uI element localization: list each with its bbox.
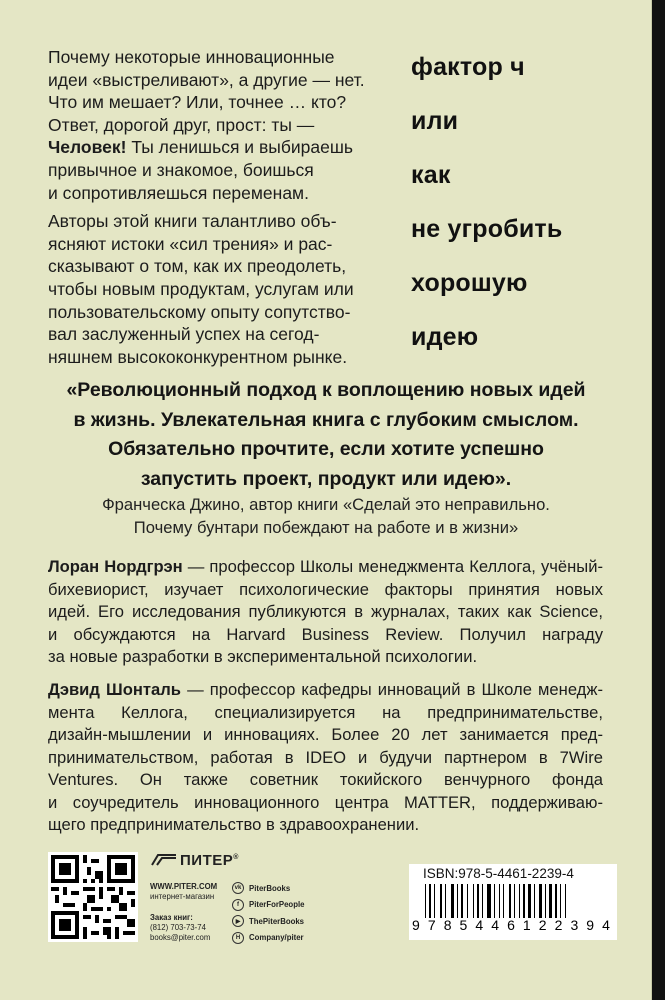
social-links: [232, 880, 304, 946]
page-edge: [652, 0, 665, 1000]
barcode-bar: [514, 884, 515, 918]
author-bio-nordgren: [48, 556, 603, 669]
barcode-bar: [482, 884, 483, 918]
site-url[interactable]: WWW.PITER.COM: [150, 882, 218, 891]
social-label: PiterBooks: [249, 883, 291, 893]
title-stack: [411, 40, 651, 364]
vk-icon: vk: [232, 882, 244, 894]
intro-line: сказывают о том, как их преодолеть,: [48, 256, 347, 277]
social-label: PiterForPeople: [249, 900, 305, 910]
intro-line: чтобы новым продуктам, услугам или: [48, 278, 354, 299]
barcode-bar: [555, 884, 557, 918]
quote-line: Обязательно прочтите, если хотите успешно: [108, 438, 544, 460]
registered-mark: ®: [233, 854, 239, 861]
quote-line: «Революционный подход к воплощению новых идей: [66, 379, 586, 401]
intro-line: идеи «выстреливают», а другие — нет.: [48, 69, 365, 90]
isbn-label: ISBN:978-5-4461-2239-4: [423, 866, 574, 881]
social-label: ThePiterBooks: [249, 916, 305, 926]
bio-line: и обсуждаются на Harvard Business Review. Получил награду: [48, 624, 603, 644]
barcode-bar: [429, 884, 431, 918]
publisher-logo: [150, 852, 239, 869]
intro-line: и сопротивляешься переменам.: [48, 182, 309, 203]
bio-line: Ventures. Он также советник токийского венчурного фонда: [48, 770, 603, 789]
order-email[interactable]: books@piter.com: [150, 933, 211, 942]
barcode-bar: [440, 884, 442, 918]
site-block: [150, 882, 230, 902]
youtube-icon: ▶: [232, 915, 244, 927]
social-link[interactable]: [232, 913, 304, 930]
barcode-bar: [499, 884, 500, 918]
social-link[interactable]: [232, 897, 304, 914]
intro-line: няшнем высококонкурентном рынке.: [48, 346, 348, 367]
barcode-digit: 8: [443, 917, 452, 933]
barcode-digit: 2: [554, 917, 563, 933]
title-word: идею: [411, 323, 479, 351]
intro-line: Что им мешает? Или, точнее … кто?: [48, 92, 347, 113]
barcode-bar: [451, 884, 454, 918]
barcode-digit: 1: [522, 917, 531, 933]
barcode-digit: 6: [507, 917, 515, 933]
author-name: Лоран Нордгрэн: [48, 557, 183, 576]
site-caption: интернет-магазин: [150, 892, 215, 901]
title-word: хорошую: [411, 269, 528, 297]
barcode-digit: 4: [491, 917, 500, 933]
title-word: не угробить: [411, 215, 563, 243]
barcode-bar: [509, 884, 511, 918]
barcode-digit: 4: [602, 917, 610, 933]
barcode-bar: [467, 884, 468, 918]
bio-line: мента Келлога, специализируется на предпринимательстве,: [48, 702, 603, 722]
barcode-bar: [477, 884, 479, 918]
quote-line: в жизнь. Увлекательная книга с глубоким смыслом.: [73, 408, 579, 431]
barcode-digit: 9: [412, 917, 420, 933]
barcode-bar: [425, 884, 426, 918]
intro-text: [48, 46, 378, 368]
bio-line: идей. Его исследования публикуются в журналах, таких как Science,: [48, 602, 603, 621]
barcode-bar: [545, 884, 546, 918]
barcode-bar: [539, 884, 541, 918]
order-label: Заказ книг:: [150, 913, 193, 922]
piter-logo-icon: [150, 853, 178, 867]
barcode-bar: [549, 884, 552, 918]
barcode-bars: [425, 884, 605, 918]
barcode-bar: [457, 884, 458, 918]
barcode-digit: 3: [570, 917, 579, 933]
bio-line: за новые разработки в экспериментальной психологии.: [48, 647, 478, 666]
barcode-bar: [503, 884, 504, 918]
barcode-digit: 5: [459, 917, 468, 933]
bio-line: принимательством, работая в IDEO и будучи партнером в 7Wire: [48, 747, 603, 767]
barcode-bar: [534, 884, 535, 918]
quote-line: запустить проект, продукт или идею».: [140, 467, 512, 490]
barcode-bar: [434, 884, 435, 918]
bio-text: — профессор Школы менеджмента Келлога, учёный-: [182, 557, 603, 576]
publisher-name: ПИТЕР: [180, 852, 234, 869]
bio-line: дизайн-мышлении и инновациях. Более 20 лет занимается пред-: [48, 725, 603, 744]
intro-line: пользовательскому опыту сопутство-: [48, 301, 351, 322]
barcode-bar: [560, 884, 561, 918]
barcode-digit: 9: [586, 917, 595, 933]
bio-line: и соучредитель инновационного центра MATTER, поддерживаю-: [48, 792, 603, 812]
endorsement-quote: [20, 376, 632, 494]
title-word: или: [411, 107, 459, 135]
bio-line: щего предпринимательство в здравоохранении.: [48, 815, 420, 834]
social-link[interactable]: [232, 930, 304, 947]
intro-line: Ты ленишься и выбираешь: [126, 137, 353, 158]
barcode-bar: [528, 884, 531, 918]
intro-paragraph-2: [48, 210, 378, 368]
barcode-bar: [487, 884, 490, 918]
barcode-digits: [412, 917, 610, 933]
intro-paragraph-1: [48, 46, 378, 204]
intro-bold-word: Человек!: [48, 137, 127, 158]
title-word: как: [411, 161, 451, 189]
barcode-bar: [473, 884, 474, 918]
bio-text: — профессор кафедры инноваций в Школе менедж-: [180, 680, 603, 699]
intro-line: привычное и знакомое, боишься: [48, 159, 314, 180]
barcode-digit: 2: [538, 917, 547, 933]
title-word: фактор ч: [411, 53, 525, 81]
barcode-bar: [445, 884, 446, 918]
barcode-bar: [565, 884, 566, 918]
bio-line: [48, 679, 603, 702]
barcode-bar: [519, 884, 520, 918]
author-bio-schonthal: [48, 679, 603, 837]
habr-icon: H: [232, 932, 244, 944]
attribution-line: Франческа Джино, автор книги «Сделай это неправильно.: [102, 495, 550, 514]
bio-line: [48, 556, 603, 579]
social-label: Company/piter: [249, 933, 304, 943]
bio-line: бихевиорист, изучает психологические факторы принятия новых: [48, 579, 603, 599]
order-block: [150, 913, 230, 943]
barcode-bar: [494, 884, 495, 918]
barcode-digit: 7: [427, 917, 436, 933]
intro-line: Авторы этой книги талантливо объ-: [48, 211, 337, 232]
barcode-bar: [461, 884, 463, 918]
author-name: Дэвид Шонталь: [48, 680, 181, 699]
qr-code: [48, 852, 138, 942]
intro-line: Почему некоторые инновационные: [48, 47, 335, 67]
barcode-digit: 4: [475, 917, 484, 933]
barcode-bar: [523, 884, 525, 918]
order-phone: (812) 703-73-74: [150, 923, 206, 932]
intro-line: вал заслуженный успех на сегод-: [48, 324, 320, 345]
social-link[interactable]: [232, 880, 304, 897]
facebook-icon: f: [232, 899, 244, 911]
attribution-line: Почему бунтари побеждают на работе и в жизни»: [133, 517, 519, 537]
intro-line: ясняют истоки «сил трения» и рас-: [48, 233, 333, 254]
intro-line: Ответ, дорогой друг, прост: ты —: [48, 114, 315, 135]
quote-attribution: [20, 494, 632, 539]
